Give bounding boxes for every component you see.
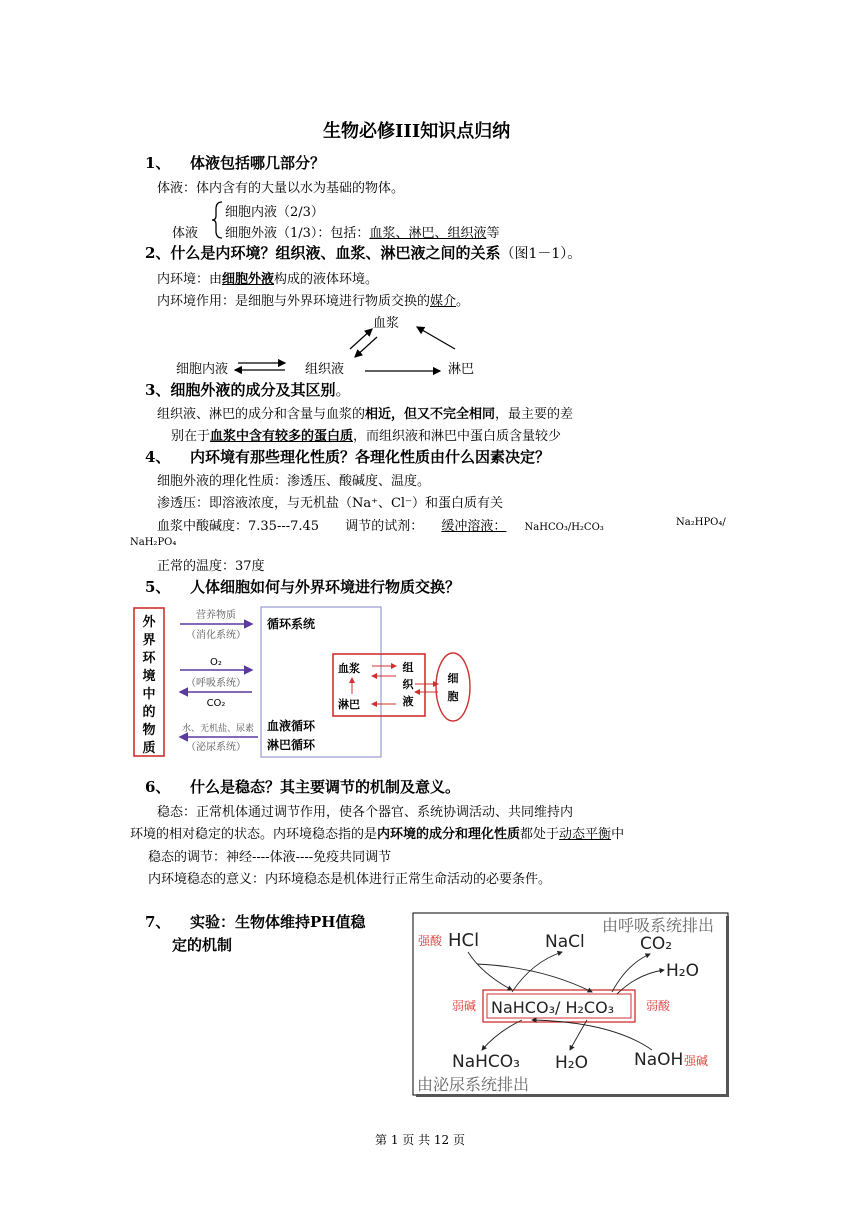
homeostasis-significance: 内环境稳态的意义：内环境稳态是机体进行正常生命活动的必要条件。 [148, 872, 552, 887]
h2o-top-label: H₂O [666, 961, 699, 981]
composition2-prefix: 别在于 [171, 429, 211, 444]
ph-range: 血浆中酸碱度：7.35---7.45 [157, 519, 320, 534]
section-2-figure-ref: （图1－1）。 [500, 246, 582, 262]
lymph-circulation-label: 淋巴循环 [267, 738, 316, 752]
outer-environment-char: 物 [142, 723, 156, 738]
co2-top-label: CO₂ [640, 934, 673, 954]
internal-env-role-suffix: 。 [456, 294, 470, 309]
urinary-exit-label: 由泌尿系统排出 [417, 1075, 530, 1094]
cell-char: 细 [447, 672, 459, 685]
ph-buffer-diagram [412, 912, 730, 1098]
section-4-heading: 内环境有那些理化性质？各理化性质由什么因素决定？ [190, 448, 551, 466]
digest-label: （消化系统） [186, 630, 246, 641]
homeostasis-bold: 内环境的成分和理化性质 [377, 827, 521, 842]
homeostasis-regulation: 稳态的调节：神经----体液----免疫共同调节 [148, 850, 392, 865]
nutrient-label: 营养物质 [196, 610, 236, 621]
naoh-label: NaOH [634, 1050, 684, 1070]
blood-circulation-label: 血液循环 [267, 719, 316, 733]
normal-temperature: 正常的温度：37度 [157, 559, 265, 574]
section-3-heading-end: 。 [335, 381, 351, 399]
composition-bold: 相近，但又不完全相同 [365, 407, 496, 422]
arrow-plasma-to-tissue [355, 337, 377, 357]
section-7-heading-1: 实验：生物体维持PH值稳 [190, 913, 366, 931]
composition-line-2 [171, 425, 561, 444]
ph-frame-shadow-right [726, 916, 729, 1097]
intracellular-fluid-line: 细胞内液（2/3） [225, 205, 324, 220]
diagram1-plasma: 血浆 [373, 316, 400, 331]
weak-base-label: 弱碱 [452, 999, 477, 1013]
buffer-pair-2: Na₂HPO₄/ [676, 517, 726, 528]
nahco3-bottom-label: NaHCO₃ [452, 1052, 520, 1072]
section-6-heading: 什么是稳态？其主要调节的机制及意义。 [190, 778, 461, 796]
h2o-bottom-label: H₂O [555, 1053, 588, 1073]
homeostasis-suffix: 中 [611, 827, 625, 842]
outer-environment-char: 界 [142, 633, 156, 648]
extracellular-fluid-line [225, 222, 499, 241]
material-exchange-diagram [130, 604, 485, 760]
section-3-heading-text: 3、细胞外液的成分及其区别 [145, 381, 336, 399]
extracellular-suffix: 等 [486, 226, 500, 241]
internal-env-role-prefix: 内环境作用：是细胞与外界环境进行物质交换的 [157, 294, 431, 309]
buffer-pair-2-cont: NaH₂PO₄ [130, 537, 177, 548]
buffer-pair-1: NaHCO₃/H₂CO₃ [524, 522, 604, 533]
section-1-number: 1、 [145, 154, 171, 172]
section-4-number: 4、 [145, 448, 171, 466]
composition-line-1 [157, 403, 573, 422]
body-fluid-definition: 体液：体内含有的大量以水为基础的物体。 [157, 181, 405, 196]
weak-acid-label: 弱酸 [646, 999, 671, 1013]
homeostasis-key: 动态平衡 [559, 827, 612, 842]
lymph-label: 淋巴 [338, 698, 360, 711]
outer-environment-char: 环 [142, 651, 156, 666]
strong-base-label: 强碱 [684, 1054, 709, 1068]
diagram1-lymph: 淋巴 [448, 362, 475, 377]
breath-label: （呼吸系统） [186, 678, 246, 689]
ph-frame-shadow-bottom [416, 1094, 729, 1097]
section-1-heading: 体液包括哪几部分？ [190, 154, 326, 172]
outer-environment-char: 中 [142, 687, 156, 702]
waste-label: 水、无机盐、尿素 [181, 724, 255, 734]
internal-env-suffix: 构成的液体环境。 [274, 272, 379, 287]
physchem-properties: 细胞外液的理化性质：渗透压、酸碱度、温度。 [157, 474, 431, 489]
section-7-heading-2: 定的机制 [172, 936, 233, 954]
section-2-heading [145, 242, 581, 263]
buffer-pair-label: NaHCO₃/ H₂CO₃ [491, 998, 615, 1017]
composition-suffix: ，最主要的差 [495, 407, 574, 422]
internal-env-role-key: 媒介 [430, 294, 457, 309]
extracellular-items: 血浆、淋巴、组织液 [369, 226, 487, 241]
outer-environment-char: 境 [142, 669, 156, 684]
section-6-number: 6、 [145, 778, 171, 796]
internal-env-key: 细胞外液 [222, 272, 275, 287]
section-2-heading-text: 2、什么是内环境？组织液、血浆、淋巴液之间的关系 [145, 244, 501, 262]
internal-env-prefix: 内环境：由 [157, 272, 223, 287]
brace-icon [210, 200, 226, 240]
arrow-lymph-to-plasma [417, 327, 455, 349]
nacl-label: NaCl [545, 932, 585, 952]
tissue-fluid-char: 组 [402, 661, 414, 674]
homeostasis-mid: 都处于 [520, 827, 560, 842]
homeostasis-def-2 [130, 823, 624, 842]
urine-label: （泌尿系统） [186, 742, 246, 753]
ph-line [157, 515, 604, 534]
composition-prefix: 组织液、淋巴的成分和含量与血浆的 [157, 407, 366, 422]
o2-label: O₂ [210, 657, 222, 668]
cell-ellipse [436, 653, 470, 721]
section-5-number: 5、 [145, 578, 171, 596]
diagram1-intracellular: 细胞内液 [176, 362, 229, 377]
diagram1-tissue: 组织液 [305, 362, 345, 377]
homeostasis-def-1: 稳态：正常机体通过调节作用，使各个器官、系统协调活动、共同维持内 [157, 805, 574, 820]
composition2-key: 血浆中含有较多的蛋白质 [210, 429, 354, 444]
strong-acid-label: 强酸 [418, 934, 443, 948]
arrow-tissue-to-plasma [350, 329, 372, 349]
ph-reagent-label: 调节的试剂： [345, 519, 424, 534]
section-5-heading: 人体细胞如何与外界环境进行物质交换？ [190, 578, 461, 596]
buffer-label: 缓冲溶液： [441, 519, 507, 534]
homeostasis-prefix: 环境的相对稳定的状态。内环境稳态指的是 [130, 827, 378, 842]
fluid-relationship-arrows [150, 305, 490, 385]
body-fluid-root: 体液 [172, 226, 199, 241]
tissue-fluid-char: 液 [402, 695, 414, 708]
osmotic-pressure: 渗透压：即溶液浓度，与无机盐（Na⁺、Cl⁻）和蛋白质有关 [157, 496, 503, 511]
page-footer: 第 1 页 共 12 页 [375, 1133, 465, 1147]
circulation-title: 循环系统 [267, 617, 316, 631]
co2-label: CO₂ [206, 698, 226, 709]
section-7-number: 7、 [145, 913, 171, 931]
section-3-heading [145, 379, 350, 400]
hcl-label: HCl [448, 930, 480, 951]
page-title: 生物必修III知识点归纳 [323, 121, 511, 142]
tissue-fluid-char: 织 [402, 678, 414, 691]
composition2-suffix: ，而组织液和淋巴中蛋白质含量较少 [353, 429, 562, 444]
outer-environment-char: 质 [142, 741, 156, 756]
outer-environment-char: 外 [142, 615, 156, 630]
resp-exit-label: 由呼吸系统排出 [602, 916, 715, 935]
extracellular-prefix: 细胞外液（1/3）：包括： [225, 226, 370, 241]
cell-char: 胞 [447, 690, 459, 703]
plasma-label: 血浆 [338, 662, 360, 675]
outer-environment-char: 的 [142, 705, 156, 720]
internal-env-definition [157, 268, 378, 287]
